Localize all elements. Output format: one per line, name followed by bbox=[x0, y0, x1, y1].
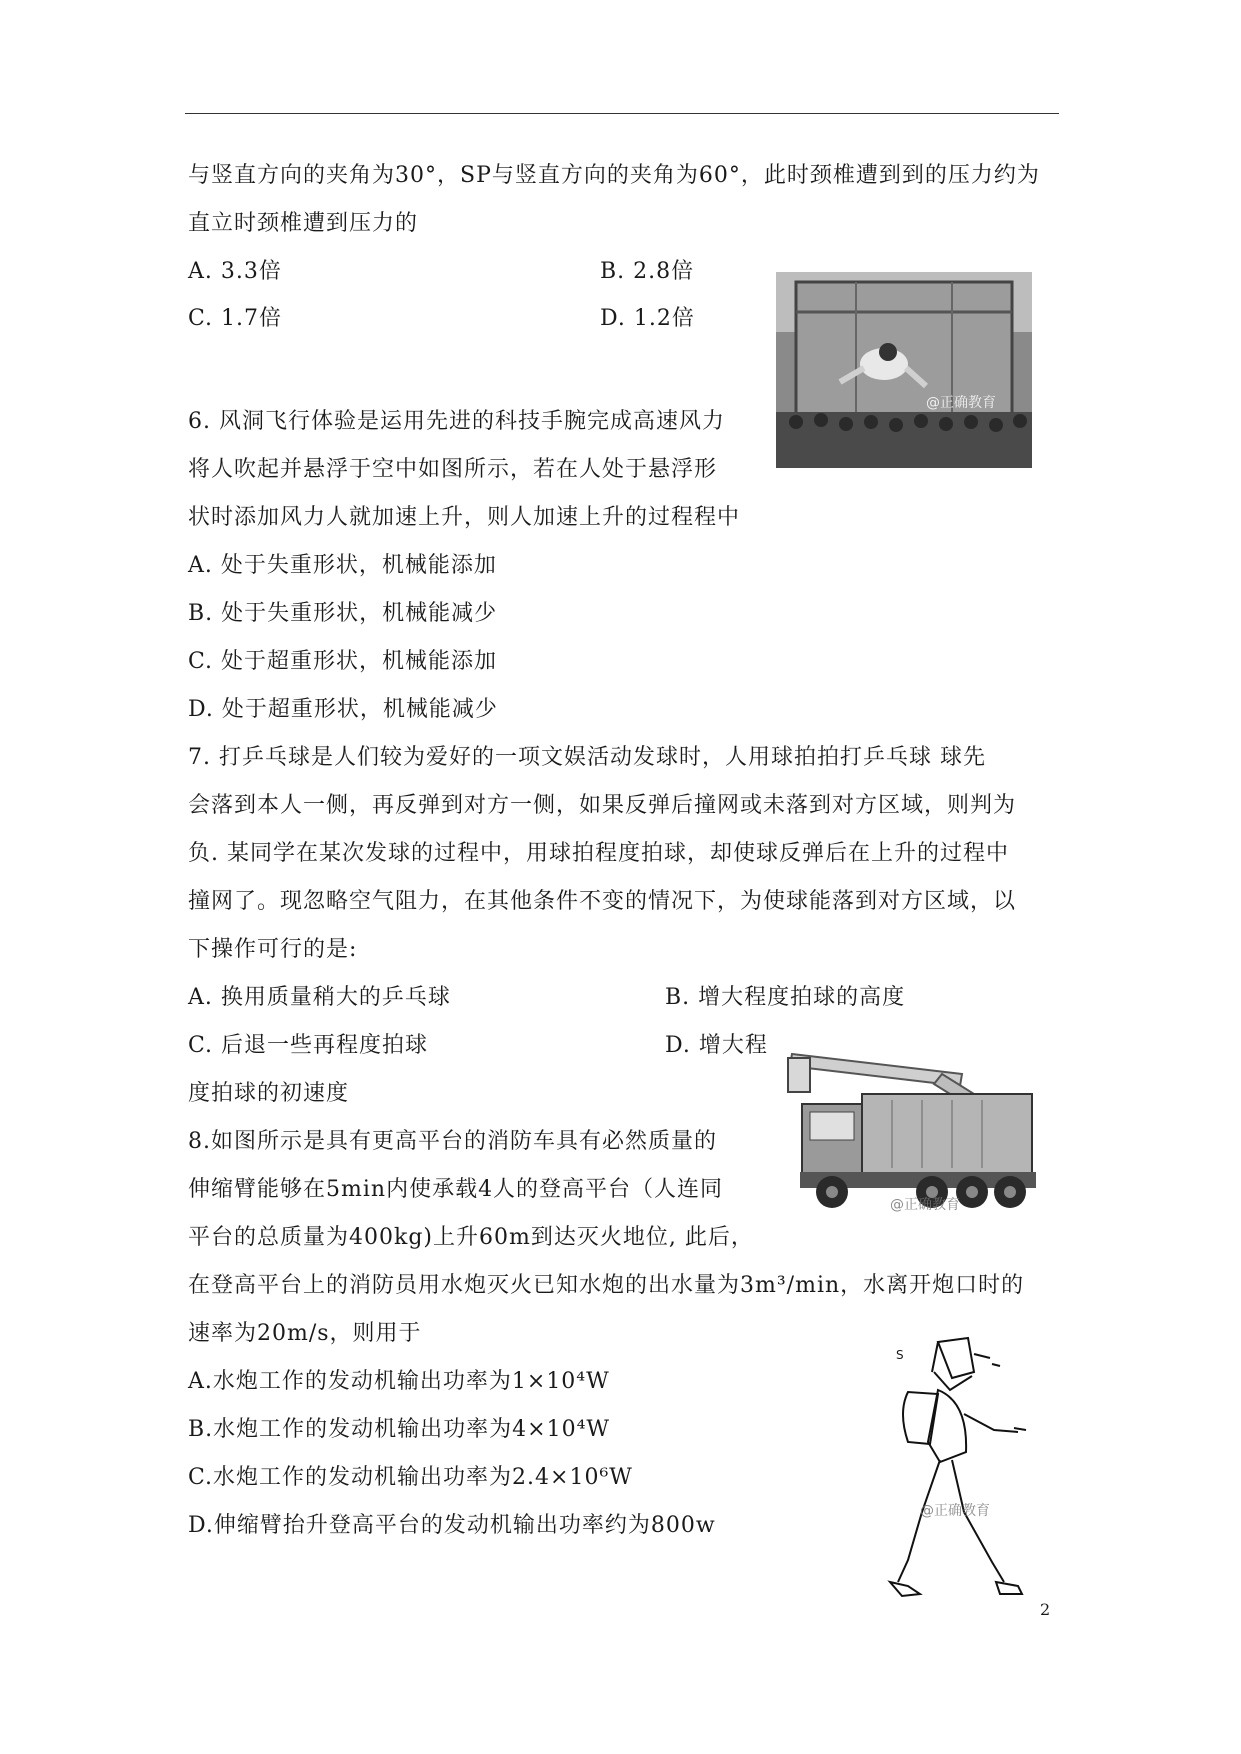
q8-option-b: B.水炮工作的发动机输出功率为4×10⁴W bbox=[188, 1417, 611, 1442]
q7-line-5: 下操作可行的是: bbox=[188, 937, 358, 962]
header-rule bbox=[185, 113, 1059, 114]
page-number: 2 bbox=[1040, 1600, 1051, 1619]
walker-watermark: @正确教育 bbox=[920, 1503, 990, 1519]
q6-line-1: 6. 风洞飞行体验是运用先进的科技手腕完成高速风力 bbox=[188, 409, 725, 434]
q5-line-1: 与竖直方向的夹角为30°，SP与竖直方向的夹角为60°，此时颈椎遭到到的压力约为 bbox=[188, 163, 1040, 188]
wind-tunnel-watermark: @正确教育 bbox=[926, 395, 996, 411]
q7-line-2: 会落到本人一侧，再反弹到对方一侧，如果反弹后撞网或未落到对方区域，则判为 bbox=[188, 793, 1017, 818]
wind-tunnel-photo bbox=[776, 272, 1032, 468]
q7-line-1: 7. 打乒乓球是人们较为爱好的一项文娱活动发球时，人用球拍拍打乒乓球 球先 bbox=[188, 745, 986, 770]
q8-option-d: D.伸缩臂抬升登高平台的发动机输出功率约为800w bbox=[188, 1513, 716, 1538]
q8-line-1: 8.如图所示是具有更高平台的消防车具有必然质量的 bbox=[188, 1129, 717, 1154]
fire-truck-image bbox=[782, 1044, 1052, 1224]
walker-label: S bbox=[896, 1348, 904, 1362]
q7-line-3: 负. 某同学在某次发球的过程中，用球拍程度拍球，却使球反弹后在上升的过程中 bbox=[188, 841, 1009, 866]
q6-line-3: 状时添加风力人就加速上升，则人加速上升的过程程中 bbox=[188, 505, 741, 530]
fire-truck-watermark: @正确教育 bbox=[890, 1197, 960, 1213]
q5-option-a: A. 3.3倍 bbox=[188, 259, 282, 284]
q5-option-d: D. 1.2倍 bbox=[600, 306, 695, 331]
q6-option-b: B. 处于失重形状，机械能减少 bbox=[188, 601, 498, 626]
q8-option-a: A.水炮工作的发动机输出功率为1×10⁴W bbox=[188, 1369, 610, 1394]
q8-line-3: 平台的总质量为400kg)上升60m到达灭火地位, 此后， bbox=[188, 1225, 754, 1250]
q7-line-6: 度拍球的初速度 bbox=[188, 1081, 350, 1106]
q7-line-4: 撞网了。现忽略空气阻力，在其他条件不变的情况下，为使球能落到对方区域，以 bbox=[188, 889, 1017, 914]
q5-option-b: B. 2.8倍 bbox=[600, 259, 695, 284]
q7-option-b: B. 增大程度拍球的高度 bbox=[665, 985, 906, 1010]
q8-line-4: 在登高平台上的消防员用水炮灭火已知水炮的出水量为3m³/min，水离开炮口时的 bbox=[188, 1273, 1025, 1298]
q7-option-a: A. 换用质量稍大的乒乓球 bbox=[188, 985, 451, 1010]
q6-line-2: 将人吹起并悬浮于空中如图所示，若在人处于悬浮形 bbox=[188, 457, 718, 482]
walking-person-sketch bbox=[868, 1332, 1048, 1602]
q7-option-d: D. 增大程 bbox=[665, 1033, 768, 1058]
q8-line-2: 伸缩臂能够在5min内使承载4人的登高平台（人连同 bbox=[188, 1177, 724, 1202]
q8-line-5: 速率为20m/s，则用于 bbox=[188, 1321, 422, 1346]
q5-option-c: C. 1.7倍 bbox=[188, 306, 283, 331]
q6-option-d: D. 处于超重形状，机械能减少 bbox=[188, 697, 498, 722]
q6-option-a: A. 处于失重形状，机械能添加 bbox=[188, 553, 497, 578]
q8-option-c: C.水炮工作的发动机输出功率为2.4×10⁶W bbox=[188, 1465, 633, 1490]
q6-option-c: C. 处于超重形状，机械能添加 bbox=[188, 649, 498, 674]
q7-option-c: C. 后退一些再程度拍球 bbox=[188, 1033, 429, 1058]
q5-line-2: 直立时颈椎遭到压力的 bbox=[188, 211, 419, 236]
